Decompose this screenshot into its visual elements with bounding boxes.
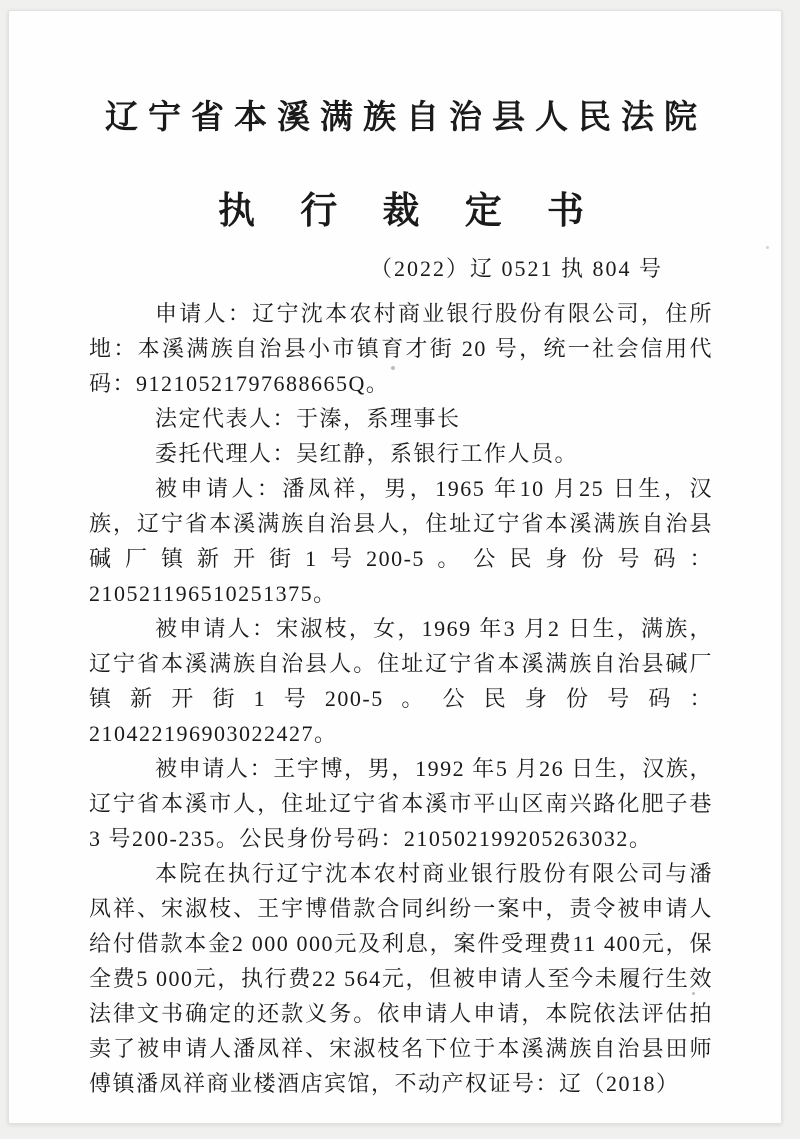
- paragraph-applicant: 申请人：辽宁沈本农村商业银行股份有限公司，住所地：本溪满族自治县小市镇育才街 20 号，统一社会信用代码：91210521797688665Q。: [89, 301, 713, 396]
- paragraph-respondent-2: 被申请人：宋淑枝，女，1969 年3 月2 日生，满族，辽宁省本溪满族自治县人。住址辽宁省本溪满族自治县碱厂镇新开街1号200-5。公民身份号码：210422196903022427。: [89, 616, 713, 746]
- scan-speck: [766, 246, 769, 249]
- document-title: 执 行 裁 定 书: [218, 191, 602, 232]
- case-number: （2022）辽 0521 执 804 号: [369, 256, 663, 281]
- paragraph-legal-representative: 法定代表人：于溱，系理事长: [155, 406, 461, 431]
- paragraph-respondent-3: 被申请人：王宇博，男，1992 年5 月26 日生，汉族，辽宁省本溪市人，住址辽宁省本溪市平山区南兴路化肥子巷 3 号200-235。公民身份号码：210502199205263032。: [89, 756, 713, 851]
- paragraph-case-summary: 本院在执行辽宁沈本农村商业银行股份有限公司与潘凤祥、宋淑枝、王宇博借款合同纠纷一案中，责令被申请人给付借款本金2 000 000元及利息，案件受理费11 400元，保全费5 000元，执行费22 564元，但被申请人至今未履行生效法律文书确定的还款义务。依申请人申请，本院依法评估拍卖了被申请人潘凤祥、宋淑枝名下位于本溪满族自治县田师傅镇潘凤祥商业楼酒店宾馆，不动产权证号：辽（2018）: [89, 861, 713, 1096]
- document-body: [89, 296, 713, 1101]
- court-name: 辽宁省本溪满族自治县人民法院: [105, 100, 707, 136]
- paragraph-entrusted-agent: 委托代理人：吴红静，系银行工作人员。: [155, 441, 579, 466]
- scan-speck: [391, 366, 395, 370]
- scan-speck: [692, 992, 695, 995]
- paragraph-respondent-1: 被申请人：潘凤祥，男，1965 年10 月25 日生，汉族，辽宁省本溪满族自治县人，住址辽宁省本溪满族自治县碱厂镇新开街1号200-5。公民身份号码：210521196510251375。: [89, 476, 713, 606]
- document-page: [8, 10, 782, 1124]
